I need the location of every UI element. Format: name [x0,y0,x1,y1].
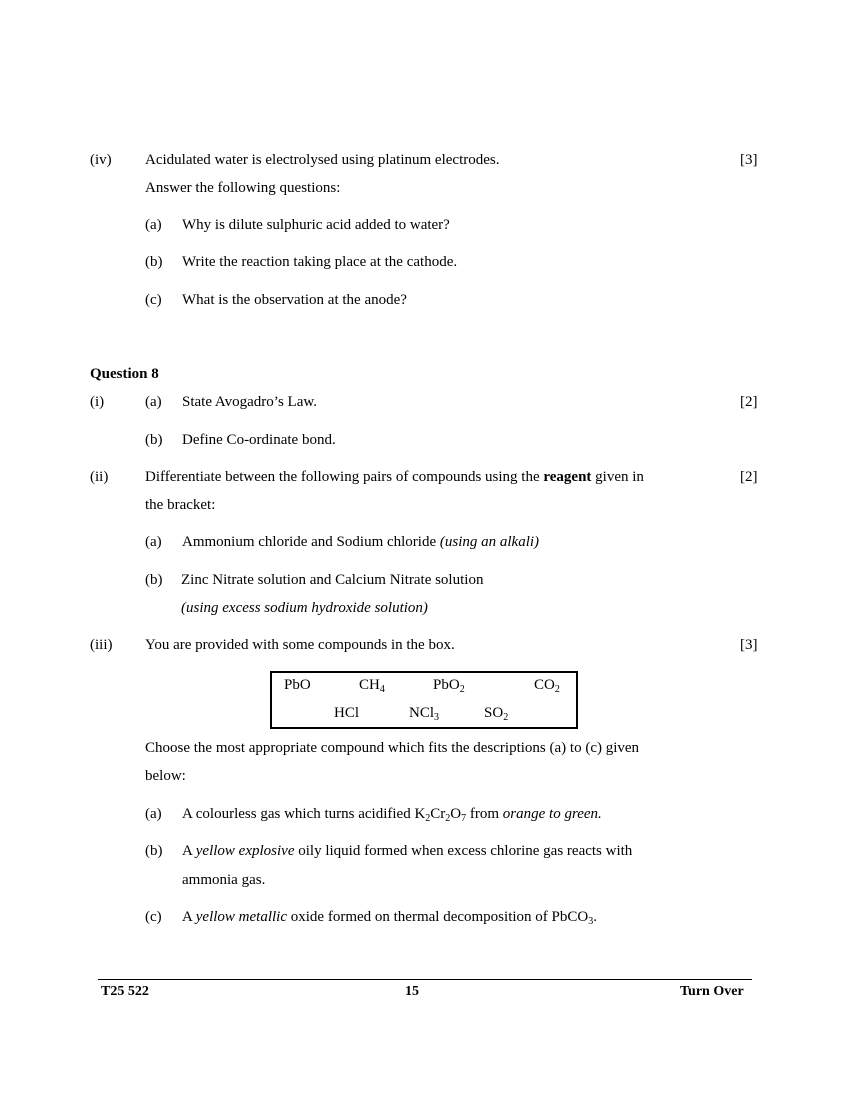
q7iv-part-a-label: (a) [145,217,162,233]
compound-ncl3 [409,706,439,721]
q8ii-marks: [2] [740,469,758,485]
q8iii-a-sub3: 7 [461,813,467,824]
compound-ncl3-sub: 3 [434,712,440,723]
q8ii-a-note: (using an alkali) [439,534,540,550]
q8iii-b-line2: ammonia gas. [182,872,266,888]
q8iii-b [182,844,632,859]
q8i-a-text: State Avogadro’s Law. [182,394,317,410]
q7iv-instruction: Answer the following questions: [145,180,341,196]
q7iv-marks: [3] [740,152,758,168]
q8iii-a-sub1: 2 [425,813,431,824]
q8ii-stem-line2: the bracket: [145,497,216,513]
q7iv-number: (iv) [90,152,112,168]
q8iii-a-italic: orange to green. [502,806,602,822]
q8iii-b-italic: yellow explosive [195,843,295,859]
compound-ch4-sub: 4 [379,684,385,695]
compound-ch4 [359,678,385,693]
q8iii-a-post: from [466,806,503,822]
compound-box [270,671,578,729]
q8i-number: (i) [90,394,105,410]
q8iii-c-label: (c) [145,909,162,925]
q8ii-a-text: Ammonium chloride and Sodium chloride [182,534,440,550]
q8iii-c-post: oxide formed on thermal decomposition of PbCO [287,909,589,925]
q8i-marks: [2] [740,394,758,410]
q8iii-b-label: (b) [145,843,163,859]
q8i-a-label: (a) [145,394,162,410]
q8ii-stem-pre: Differentiate between the following pairs of compounds using the [145,469,544,485]
compound-co2-sub: 2 [554,684,560,695]
compound-so2-sub: 2 [503,712,509,723]
footer-turn-over: Turn Over [680,984,744,999]
q8ii-b-text: Zinc Nitrate solution and Calcium Nitrate solution [181,572,484,588]
q8iii-a-mid: Cr [430,806,446,822]
q7iv-part-c-text: What is the observation at the anode? [182,292,407,308]
q8ii-a [182,535,539,550]
q8ii-stem [145,470,644,485]
q7iv-stem: Acidulated water is electrolysed using platinum electrodes. [145,152,500,168]
compound-co2 [534,678,560,693]
q8iii-choose-line1: Choose the most appropriate compound which fits the descriptions (a) to (c) given [145,740,640,756]
q8iii-marks: [3] [740,637,758,653]
q7iv-part-b-label: (b) [145,254,163,270]
q8iii-number: (iii) [90,637,113,653]
footer-rule [98,979,752,980]
q8iii-a-o: O [450,806,462,822]
compound-pbo2-base: PbO [433,677,460,693]
q8iii-a-label: (a) [145,806,162,822]
q8ii-stem-post: given in [591,469,644,485]
compound-so2-base: SO [484,705,504,721]
q8ii-b-note: (using excess sodium hydroxide solution) [181,600,428,616]
q8iii-stem: You are provided with some compounds in the box. [145,637,455,653]
q8i-b-label: (b) [145,432,163,448]
q8iii-c [182,910,597,925]
q8iii-c-end: . [593,909,597,925]
compound-so2 [484,706,508,721]
compound-pbo: PbO [284,677,311,693]
q8iii-choose-line2: below: [145,768,186,784]
compound-co2-base: CO [534,677,555,693]
question-8-heading: Question 8 [90,366,159,382]
footer-page-number: 15 [405,984,419,999]
q7iv-part-c-label: (c) [145,292,162,308]
q8ii-stem-reagent: reagent [543,469,592,485]
q8i-b-text: Define Co-ordinate bond. [182,432,336,448]
q8iii-c-sub: 3 [588,916,594,927]
q7iv-part-a-text: Why is dilute sulphuric acid added to water? [182,217,450,233]
q8ii-b-label: (b) [145,572,163,588]
q8ii-a-label: (a) [145,534,162,550]
q8iii-a-sub2: 2 [445,813,451,824]
q8iii-b-post: oily liquid formed when excess chlorine gas reacts with [294,843,633,859]
q8ii-number: (ii) [90,469,109,485]
compound-pbo2-sub: 2 [459,684,465,695]
footer-paper-code: T25 522 [101,984,149,999]
compound-ch4-base: CH [359,677,380,693]
q7iv-part-b-text: Write the reaction taking place at the cathode. [182,254,458,270]
q8iii-a-pre: A colourless gas which turns acidified K [182,806,426,822]
q8iii-b-pre: A [182,843,196,859]
compound-ncl3-base: NCl [409,705,435,721]
q8iii-c-italic: yellow metallic [195,909,287,925]
compound-hcl: HCl [334,705,360,721]
q8iii-c-pre: A [182,909,196,925]
compound-pbo2 [433,678,465,693]
q8iii-a [182,807,602,822]
